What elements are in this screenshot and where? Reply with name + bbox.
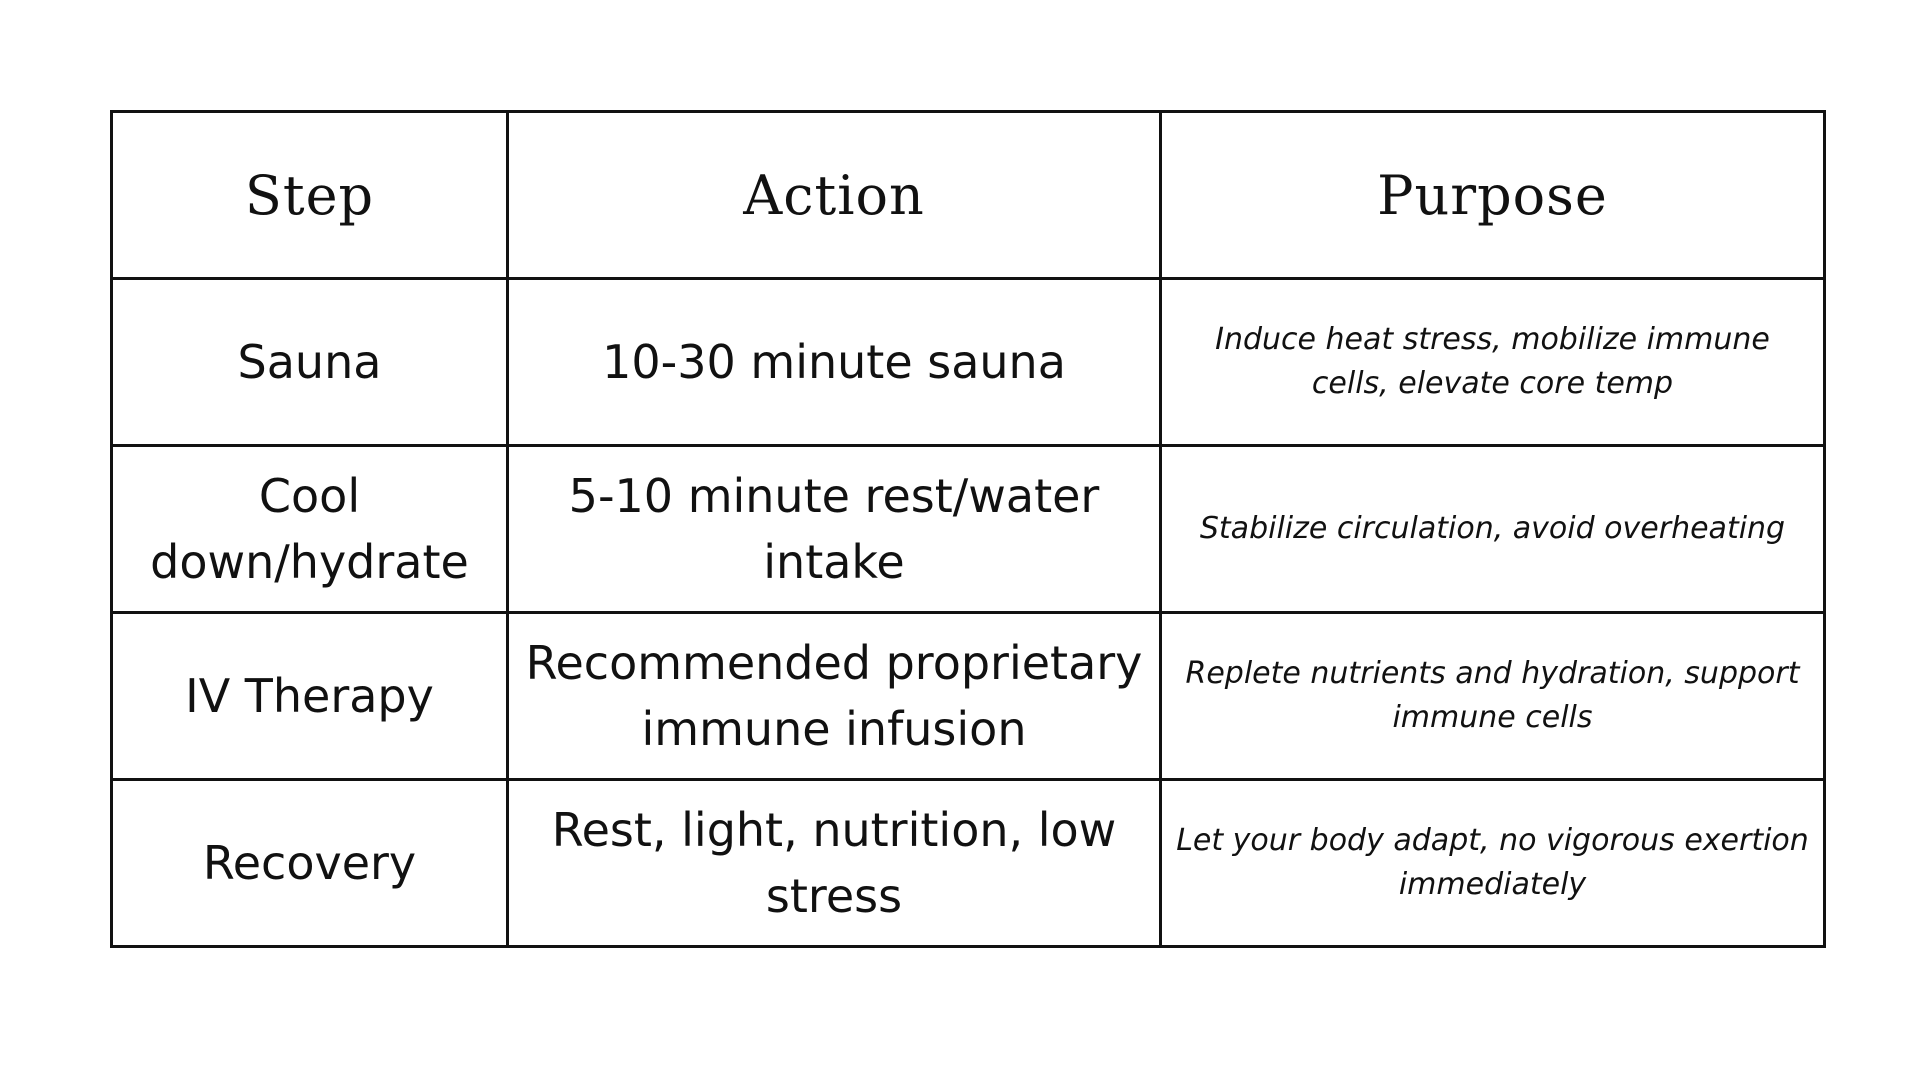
header-action: Action	[508, 112, 1161, 279]
purpose-cell: Let your body adapt, no vigorous exertion immediately	[1161, 780, 1825, 947]
purpose-cell: Stabilize circulation, avoid overheating	[1161, 446, 1825, 613]
protocol-table	[110, 110, 1826, 948]
step-cell: Sauna	[112, 279, 508, 446]
action-cell: Recommended proprietary immune infusion	[508, 613, 1161, 780]
header-purpose: Purpose	[1161, 112, 1825, 279]
table-row	[112, 780, 1825, 947]
purpose-cell: Induce heat stress, mobilize immune cells, elevate core temp	[1161, 279, 1825, 446]
action-cell: 5-10 minute rest/water intake	[508, 446, 1161, 613]
header-step: Step	[112, 112, 508, 279]
purpose-cell: Replete nutrients and hydration, support immune cells	[1161, 613, 1825, 780]
table-row	[112, 279, 1825, 446]
action-cell: 10-30 minute sauna	[508, 279, 1161, 446]
table-row	[112, 613, 1825, 780]
step-cell: IV Therapy	[112, 613, 508, 780]
step-cell: Cool down/hydrate	[112, 446, 508, 613]
table-header-row	[112, 112, 1825, 279]
step-cell: Recovery	[112, 780, 508, 947]
action-cell: Rest, light, nutrition, low stress	[508, 780, 1161, 947]
table-row	[112, 446, 1825, 613]
